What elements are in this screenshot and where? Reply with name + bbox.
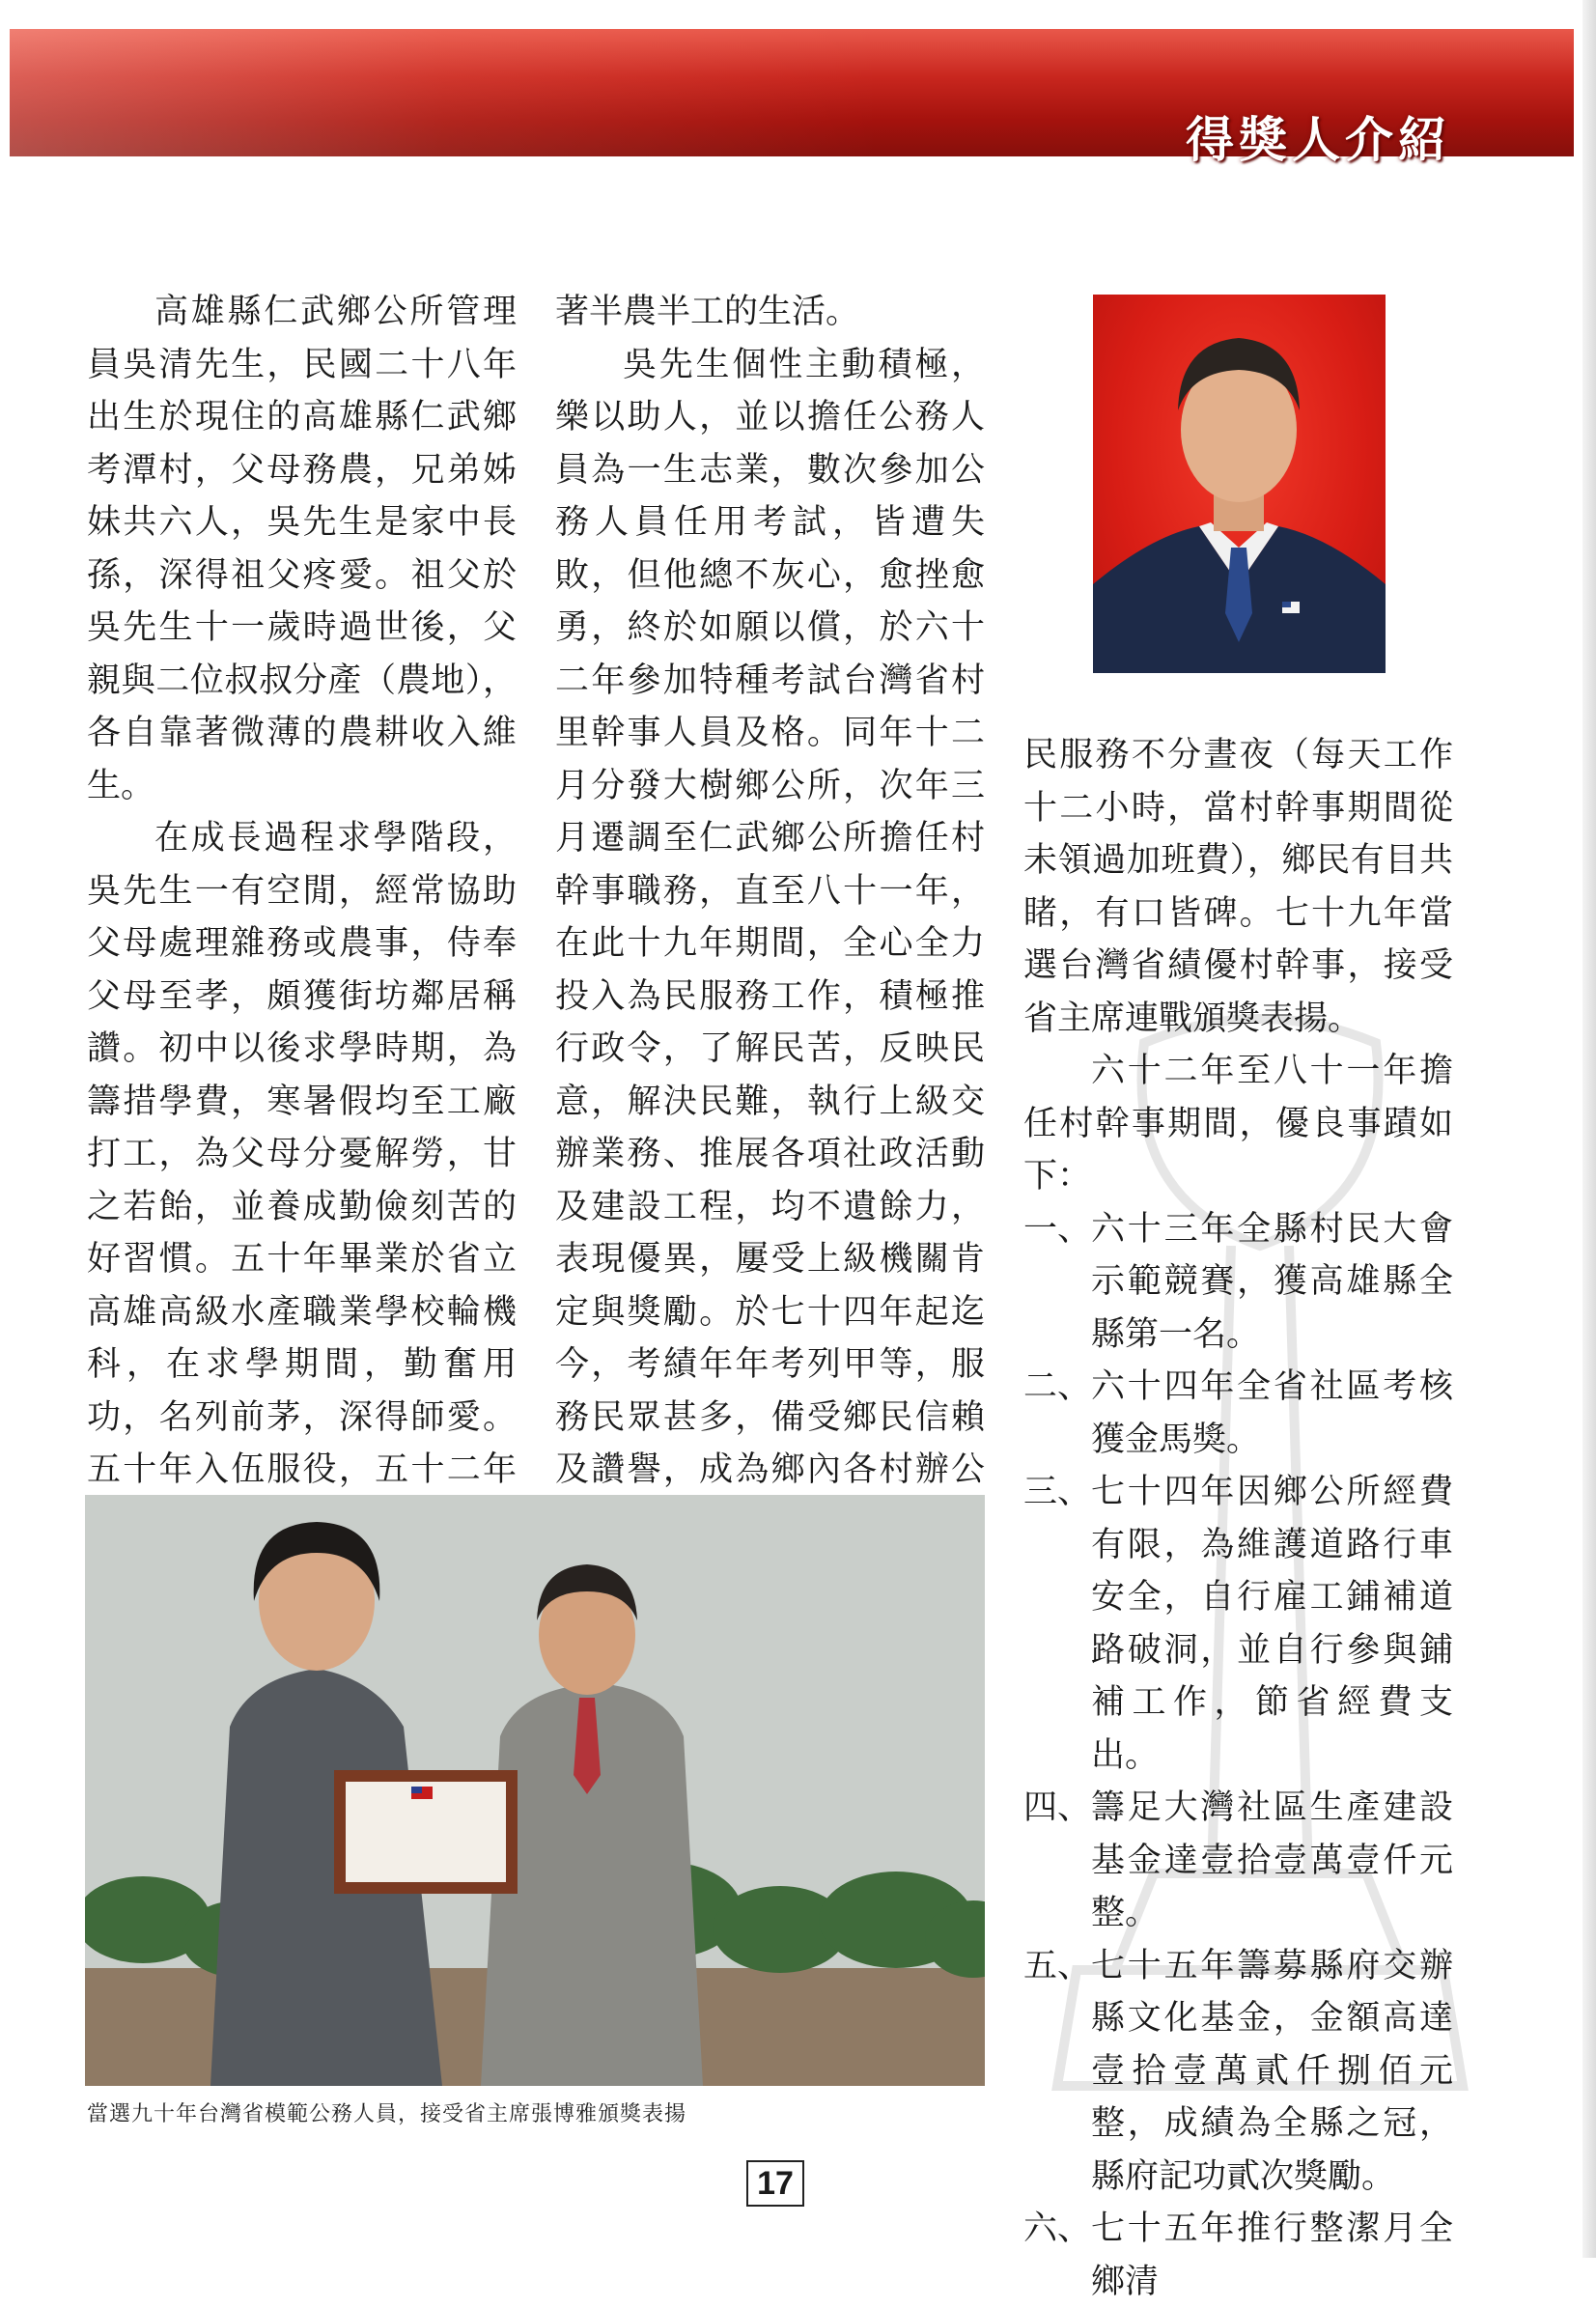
portrait-photo bbox=[1093, 295, 1386, 673]
paragraph: 民服務不分晝夜（每天工作十二小時，當村幹事期間從未領過加班費），鄉民有目共睹，有口皆碑。七十九年當選台灣省績優村幹事，接受省主席連戰頒獎表揚。 bbox=[1023, 729, 1453, 1045]
header-glow bbox=[10, 29, 879, 156]
paragraph: 高雄縣仁武鄉公所管理員吳清先生，民國二十八年出生於現住的高雄縣仁武鄉考潭村，父母務農，兄弟姊妹共六人，吳先生是家中長孫，深得祖父疼愛。祖父於吳先生十一歲時過世後，父親與二位叔叔分產（農地），各自靠著微薄的農耕收入維生。 bbox=[87, 286, 517, 812]
achievement-list bbox=[1023, 1203, 1453, 2308]
page-edge bbox=[1582, 0, 1596, 2258]
list-item: 四、 籌足大灣社區生產建設基金達壹拾壹萬壹仟元整。 bbox=[1023, 1782, 1453, 1940]
list-item: 六、 七十五年推行整潔月全鄉清 bbox=[1023, 2203, 1453, 2308]
list-item: 二、 六十四年全省社區考核獲金馬獎。 bbox=[1023, 1361, 1453, 1466]
list-item: 三、 七十四年因鄉公所經費有限，為維護道路行車安全，自行雇工鋪補道路破洞，並自行參與鋪補工作，節省經費支出。 bbox=[1023, 1466, 1453, 1782]
column-1 bbox=[87, 286, 517, 1707]
photo-caption: 當選九十年台灣省模範公務人員，接受省主席張博雅頒獎表揚 bbox=[87, 2097, 956, 2127]
list-item: 一、 六十三年全縣村民大會示範競賽，獲高雄縣全縣第一名。 bbox=[1023, 1203, 1453, 1362]
award-photo bbox=[85, 1495, 985, 2086]
award-photo-illustration bbox=[85, 1495, 985, 2086]
paragraph: 吳先生個性主動積極，樂以助人，並以擔任公務人員為一生志業，數次參加公務人員任用考試，皆遭失敗，但他總不灰心，愈挫愈勇，終於如願以償，於六十二年參加特種考試台灣省村里幹事人員及格。同年十二月分發大樹鄉公所，次年三月遷調至仁武鄉公所擔任村幹事職務，直至八十一年，在此十九年期間，全心全力投入為民服務工作，積極推行政令，了解民苦，反映民意，解決民難，執行上級交辦業務、推展各項社政活動及建設工程，均不遺餘力，表現優異，屢受上級機關肯定與獎勵。於七十四年起迄今，考績年年考列甲等，服務民眾甚多，備受鄉民信賴及讚譽，成為鄉內各村辦公 bbox=[555, 339, 985, 1655]
column-2 bbox=[555, 286, 985, 1654]
paragraph: 著半農半工的生活。 bbox=[555, 286, 985, 339]
section-title: 得獎人介紹 bbox=[1186, 101, 1451, 171]
paragraph: 在成長過程求學階段，吳先生一有空閒，經常協助父母處理雜務或農事，侍奉父母至孝，頗獲街坊鄰居稱讚。初中以後求學時期，為籌措學費，寒暑假均至工廠打工，為父母分憂解勞，甘之若飴，並養成勤儉刻苦的好習慣。五十年畢業於省立高雄高級水產職業學校輪機科，在求學期間，勤奮用功，名列前茅，深得師愛。五十年入伍服役，五十二年 bbox=[87, 812, 517, 1707]
paragraph: 六十二年至八十一年擔任村幹事期間，優良事蹟如下： bbox=[1023, 1045, 1453, 1203]
list-item: 五、 七十五年籌募縣府交辦縣文化基金，金額高達壹拾壹萬貳仟捌佰元整，成績為全縣之冠，縣府記功貳次獎勵。 bbox=[1023, 1940, 1453, 2204]
portrait-illustration bbox=[1093, 295, 1386, 673]
page-number: 17 bbox=[746, 2160, 804, 2207]
column-3 bbox=[1023, 729, 1453, 2308]
